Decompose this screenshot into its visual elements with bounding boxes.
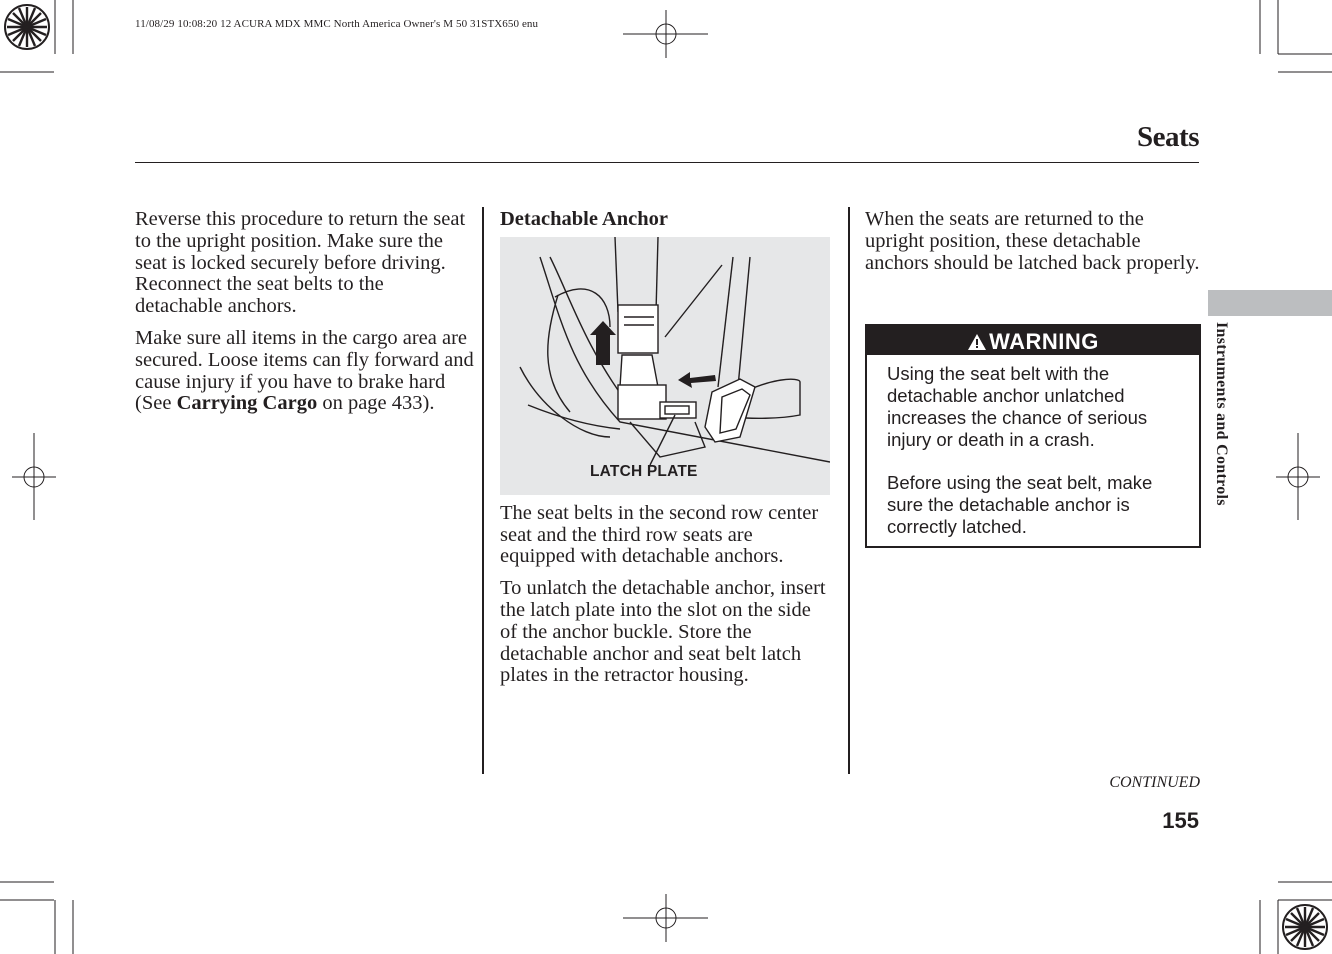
- column-2: [500, 209, 832, 697]
- page-title: Seats: [1137, 121, 1199, 153]
- warning-title: WARNING: [989, 329, 1099, 354]
- print-header: 11/08/29 10:08:20 12 ACURA MDX MMC North America Owner's M 50 31STX650 enu: [135, 18, 539, 30]
- warning-header: [867, 326, 1199, 355]
- continued-label: CONTINUED: [1109, 774, 1200, 791]
- column-divider-1: [482, 207, 484, 774]
- page-number: 155: [1162, 808, 1199, 833]
- title-rule: [135, 162, 1199, 163]
- warning-box: [865, 324, 1201, 548]
- detachable-anchor-figure: [500, 237, 830, 495]
- warning-body: [867, 355, 1199, 538]
- paragraph-unlatch: To unlatch the detachable anchor, insert the latch plate into the slot on the side of the anchor buckle. Store the detachable anchor and seat belt latch plates in the retractor housing.: [500, 577, 826, 687]
- latch-plate-label: LATCH PLATE: [590, 462, 698, 480]
- paragraph-return-seat: Reverse this procedure to return the seat to the upright position. Make sure the seat is locked securely before driving. Reconnect the seat belts to the detachable anchors.: [135, 208, 466, 318]
- seat-belt-illustration: [500, 237, 830, 495]
- column-3: [865, 209, 1200, 284]
- cargo-text-start: Make sure all items in the cargo area are secured. Loose items can fly forward and cause injury if you have to brake hard (See: [135, 326, 474, 415]
- cargo-text-end: on page 433).: [317, 392, 435, 415]
- paragraph-cargo: [135, 328, 475, 415]
- column-divider-2: [848, 207, 850, 774]
- column-1: [135, 209, 475, 425]
- section-tab: [1208, 290, 1332, 316]
- warning-triangle-icon: [967, 333, 987, 351]
- carrying-cargo-link[interactable]: Carrying Cargo: [176, 392, 318, 415]
- sub-heading: Detachable Anchor: [500, 208, 668, 230]
- warning-paragraph-1: Using the seat belt with the detachable anchor unlatched increases the chance of serious injury or death in a crash.: [887, 363, 1148, 450]
- paragraph-seat-belts: The seat belts in the second row center seat and the third row seats are equipped with detachable anchors.: [500, 501, 819, 568]
- section-tab-label: Instruments and Controls: [1213, 322, 1230, 506]
- paragraph-seats-returned: When the seats are returned to the upright position, these detachable anchors should be latched back properly.: [865, 208, 1200, 274]
- warning-paragraph-2: Before using the seat belt, make sure the detachable anchor is correctly latched.: [887, 472, 1153, 537]
